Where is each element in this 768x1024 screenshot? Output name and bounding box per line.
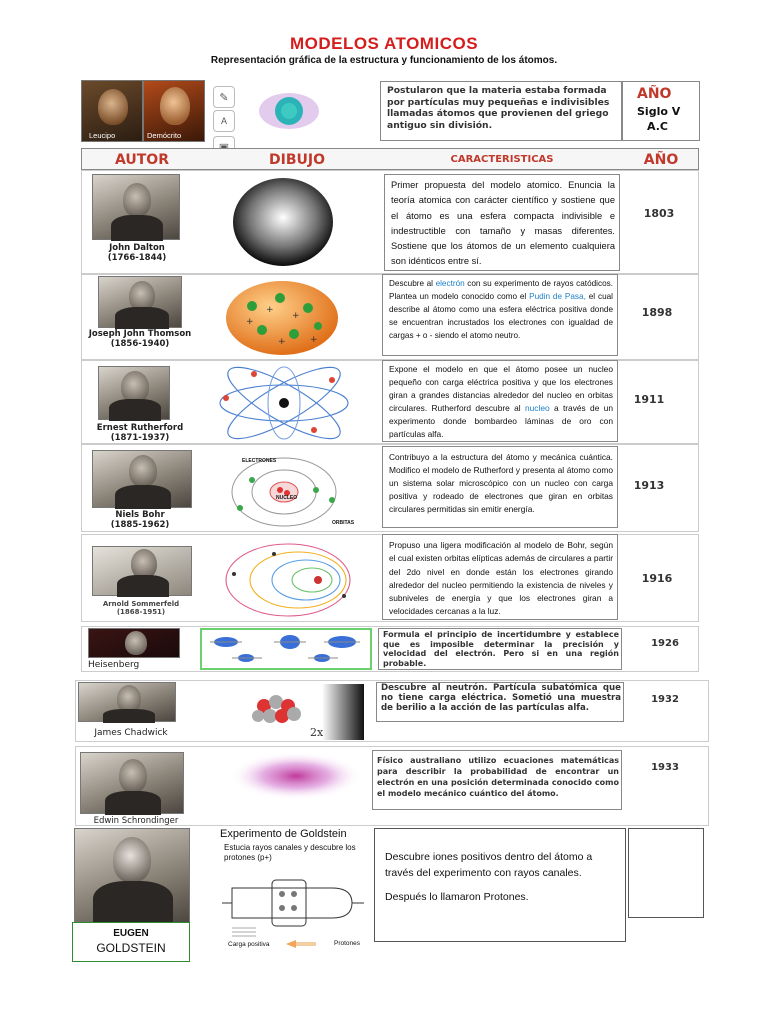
- edit-icon[interactable]: ✎: [213, 86, 235, 108]
- chadwick-photo: [78, 682, 176, 722]
- bohr-label-orbitas: ORBITAS: [332, 520, 355, 526]
- goldstein-name-2: GOLDSTEIN: [96, 941, 166, 955]
- bohr-label-nucleo: NUCLEO: [276, 495, 298, 501]
- thomson-name: Joseph John Thomson (1856-1940): [88, 329, 192, 349]
- chadwick-year: 1932: [651, 694, 679, 705]
- intro-photo-box: [81, 80, 205, 142]
- intro-year-label: AÑO: [637, 86, 672, 102]
- thomson-text-box: [382, 274, 618, 356]
- intro-era: A.C: [647, 120, 668, 133]
- dalton-text-box: [384, 174, 620, 271]
- goldstein-carga: Carga positiva: [228, 941, 270, 948]
- dalton-name: John Dalton (1766-1844): [107, 243, 167, 263]
- rutherford-atom: [214, 364, 354, 442]
- leucipo-label: Leucipo: [89, 131, 116, 140]
- intro-text-box: [380, 81, 622, 141]
- heisenberg-photo: [88, 628, 180, 658]
- goldstein-text-2: Después lo llamaron Protones.: [385, 891, 529, 903]
- intro-year: Siglo V: [637, 105, 681, 118]
- header-caracteristicas: CARACTERISTICAS: [450, 154, 554, 165]
- bohr-text-box: [382, 446, 618, 528]
- dalton-photo: [92, 174, 180, 240]
- bohr-year: 1913: [633, 479, 665, 492]
- goldstein-diagram-sub: Estucia rayos canales y descubre los protones (p+): [224, 843, 356, 862]
- svg-text:+: +: [278, 337, 286, 347]
- schrondinger-text-box: [372, 750, 622, 810]
- heisenberg-orbitals: [200, 628, 372, 670]
- thomson-year: 1898: [641, 306, 673, 319]
- dalton-year: 1803: [643, 207, 675, 220]
- svg-text:+: +: [292, 311, 300, 321]
- schrondinger-year: 1933: [651, 762, 679, 773]
- svg-text:2x: 2x: [310, 726, 324, 739]
- schrondinger-photo: [80, 752, 184, 814]
- bohr-text: Contribuyo a la estructura del átomo y mecánica cuántica. Modifico el modelo de Rutherford y presenta al átomo como un sistema solar microscópico con un nucleo con carga positiva y rodeado de electrones que giran en orbitas circulares permitidas sin emitir energía.: [389, 452, 613, 514]
- goldstein-diagram-title: Experimento de Goldstein: [220, 828, 347, 840]
- header-autor: AUTOR: [114, 152, 169, 168]
- schrondinger-text: Físico australiano utilizo ecuaciones matemáticas para describir la probabilidad de encontrar un electrón en una posición determinada conocido como el modelo mecánico cuántico del átomo.: [377, 756, 619, 798]
- schrondinger-cloud: [226, 750, 366, 810]
- header-dibujo: DIBUJO: [269, 152, 325, 168]
- chadwick-text: Descubre al neutrón. Partícula subatómica que no tiene carga eléctrica. Sometió una muestra de berilio a la acción de las partículas alfa.: [381, 683, 621, 713]
- svg-text:+: +: [246, 317, 254, 327]
- page-title: MODELOS ATOMICOS: [289, 34, 479, 53]
- heisenberg-year: 1926: [651, 638, 679, 649]
- goldstein-name-1: EUGEN: [113, 928, 149, 939]
- dalton-text: Primer propuesta del modelo atomico. Enuncia la teoría atomica con carácter científico y sostiene que el átomo es una esfera compacta indivisible e indestructible con tamaño y masas diferentes. Sostiene que los átomos de un elemento cualquiera son idénticos entre sí.: [391, 180, 615, 267]
- goldstein-year-box: [628, 828, 704, 918]
- rutherford-year: 1911: [633, 393, 665, 406]
- goldstein-name-box: [72, 922, 190, 962]
- thomson-text: Descubre al electrón con su experimento de rayos catódicos. Plantea un modelo conocido como el Pudin de Pasa, el cual describe al átomo como una esfera eléctrica positiva donde se encuentran incrustados los electrones con igualdad de cargas + o - siendo el atomo neutro.: [389, 279, 614, 340]
- goldstein-text-box: [374, 828, 626, 942]
- intro-text: Postularon que la materia estaba formada por partículas muy pequeñas e indivisibles llamadas átomos que provienen del griego antiguo sin división.: [387, 85, 610, 131]
- bohr-label-electrones: ELECTRONES: [242, 458, 277, 464]
- intro-year-box: [622, 81, 700, 141]
- chadwick-nucleus: [224, 684, 364, 740]
- heisenberg-text-box: [378, 628, 622, 670]
- sommerfeld-photo: [92, 546, 192, 596]
- chadwick-name: James Chadwick: [94, 728, 168, 738]
- nucleo-link: nucleo: [524, 403, 550, 413]
- goldstein-photo: [74, 828, 190, 924]
- rutherford-photo: [98, 366, 170, 420]
- intro-atom-image: [258, 92, 320, 130]
- rutherford-text-box: [382, 360, 618, 442]
- bohr-atom: [214, 450, 364, 530]
- sommerfeld-text-box: [382, 534, 618, 620]
- text-icon[interactable]: A: [213, 110, 235, 132]
- schrondinger-name: Edwin Schrondinger: [93, 816, 179, 826]
- sommerfeld-name: Arnold Sommerfeld (1868-1951): [102, 600, 180, 616]
- header-anio: AÑO: [643, 152, 679, 168]
- goldstein-protones: Protones: [334, 940, 361, 947]
- thomson-pudding: [222, 278, 342, 358]
- page-subtitle: Representación gráfica de la estructura y funcionamiento de los átomos.: [210, 55, 558, 66]
- goldstein-diagram: [212, 828, 372, 956]
- goldstein-text-1: Descubre iones positivos dentro del átomo a través del experimento con rayos canales.: [385, 851, 593, 879]
- thomson-photo: [98, 276, 182, 328]
- table-header: [81, 148, 699, 170]
- pudin-link: Pudin de Pasa,: [529, 292, 586, 301]
- bohr-name: Niels Bohr (1885-1962): [110, 510, 170, 530]
- sommerfeld-year: 1916: [641, 572, 673, 585]
- heisenberg-text: Formula el principio de incertidumbre y establece que es imposible determinar la precisión y velocidad del electrón. Pero si en una región probable.: [383, 630, 619, 668]
- chadwick-text-box: [376, 682, 624, 722]
- bohr-photo: [92, 450, 192, 508]
- democrito-label: Demócrito: [147, 131, 182, 140]
- electron-link: electrón: [435, 279, 465, 288]
- sommerfeld-text: Propuso una ligera modificación al modelo de Bohr, según el cual existen orbitas elípticas además de circulares a partir del 2do nivel en donde están los electrones girando alrededor del nucleo permitiendo la existencia de niveles y subniveles de energía y que los electrones giran a velocidades cercanas a la luz.: [389, 540, 613, 617]
- svg-text:+: +: [310, 335, 318, 345]
- rutherford-name: Ernest Rutherford (1871-1937): [96, 423, 184, 443]
- dalton-sphere: [228, 176, 338, 268]
- sommerfeld-atom: [214, 540, 364, 620]
- heisenberg-name: Heisenberg: [88, 660, 140, 670]
- rutherford-text: Expone el modelo en que el átomo posee un nucleo pequeño con carga eléctrica positiva y que los electrones giran a grandes distancias alrededor del nucleo en orbitas circulares. Rutherford descubre al nucleo a través de un experimento donde bombardeo láminas de oro con partículas alfa.: [389, 364, 614, 439]
- svg-text:+: +: [266, 305, 274, 315]
